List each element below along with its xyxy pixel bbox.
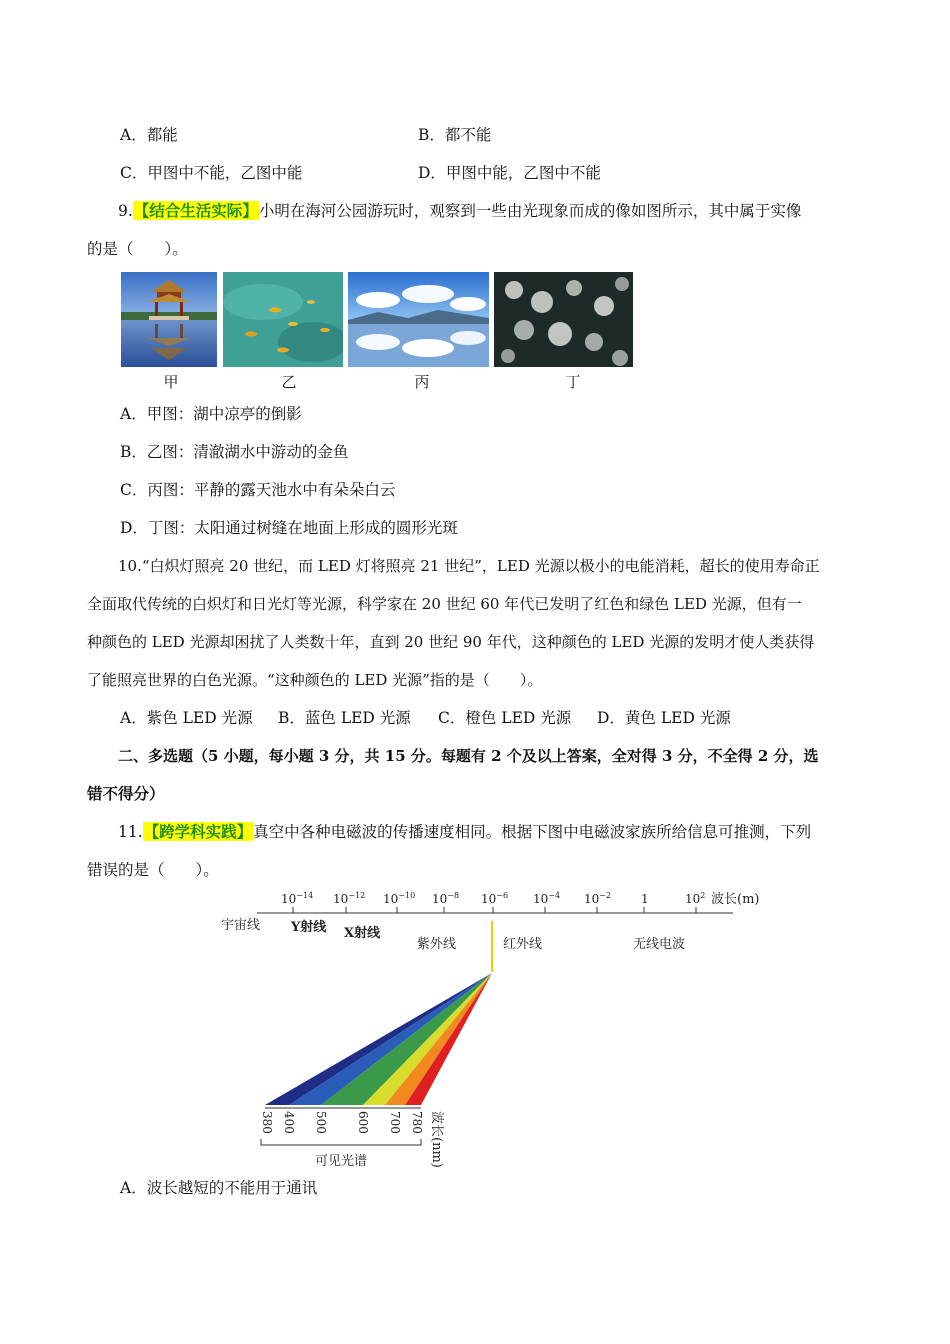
band-ultraviolet: 紫外线	[417, 937, 457, 952]
visible-spectrum-fan	[265, 973, 492, 1105]
tick-label-1e-8: $10^{-8}$	[432, 891, 460, 906]
q9-option-d: D．丁图：太阳通过树缝在地面上形成的圆形光斑	[120, 519, 458, 537]
q11-stem-line1: 真空中各种电磁波的传播速度相同。根据下图中电磁波家族所给信息可推测，下列	[253, 823, 812, 841]
q9-stem-line2: 的是（ ）。	[87, 240, 188, 258]
q11-stem	[118, 822, 811, 842]
q11-number: 11.	[118, 823, 143, 841]
q10-option-a: A．紫色 LED 光源	[120, 709, 253, 727]
q11-option-a: A．波长越短的不能用于通讯	[120, 1179, 318, 1197]
visible-spectrum-caption: 可见光谱	[315, 1154, 368, 1169]
caption-ding: 丁	[565, 373, 581, 391]
nm-unit-label: 波长(nm)	[429, 1111, 444, 1168]
nm-tick-600: 600	[356, 1111, 370, 1134]
q9-option-c: C．丙图：平静的露天池水中有朵朵白云	[120, 481, 396, 499]
photo-pavilion	[121, 272, 217, 367]
photo-goldfish	[223, 272, 343, 367]
band-x-rays: X射线	[344, 926, 381, 941]
tick-label-1e-14: $10^{-14}$	[281, 891, 314, 906]
nm-tick-380: 380	[260, 1111, 274, 1134]
photo-clouds	[348, 272, 489, 367]
nm-tick-700: 700	[388, 1111, 402, 1134]
q8-option-c: C．甲图中不能，乙图中能	[120, 164, 303, 182]
q10-line3: 种颜色的 LED 光源却困扰了人类数十年，直到 20 世纪 90 年代，这种颜色的 LED 光源的发明才使人类获得	[87, 633, 815, 651]
band-infrared: 红外线	[503, 937, 543, 952]
tick-label-1e-2: $10^{-2}$	[584, 891, 612, 906]
band-cosmic-rays: 宇宙线	[221, 918, 261, 933]
q8-option-a: A．都能	[120, 126, 178, 144]
tick-label-1e-12: $10^{-12}$	[333, 891, 366, 906]
nm-tick-400: 400	[282, 1111, 296, 1134]
section2-heading-line2: 错不得分）	[87, 784, 165, 803]
band-radio-waves: 无线电波	[633, 937, 686, 952]
q9-option-b: B．乙图：清澈湖水中游动的金鱼	[120, 443, 349, 461]
tick-label-1e-10: $10^{-10}$	[383, 891, 416, 906]
q11-stem-line2: 错误的是（ ）。	[87, 861, 219, 879]
q10-option-b: B．蓝色 LED 光源	[278, 709, 411, 727]
axis-ticks	[293, 907, 696, 913]
band-gamma-rays: Y射线	[291, 920, 327, 935]
q9-stem-line1: 小明在海河公园游玩时，观察到一些由光现象而成的像如图所示，其中属于实像	[258, 202, 802, 220]
caption-jia: 甲	[163, 373, 179, 391]
caption-bing: 丙	[414, 373, 430, 391]
q8-option-d: D．甲图中能，乙图中不能	[418, 164, 601, 182]
nm-tick-780: 780	[410, 1111, 424, 1134]
q9-stem	[118, 201, 801, 221]
axis-unit-label: 波长(m)	[711, 892, 760, 907]
tick-label-1: 1	[641, 892, 649, 906]
q10-line4: 了能照亮世界的白色光源。“这种颜色的 LED 光源”指的是（ ）。	[87, 671, 543, 689]
q11-tag: 【跨学科实践】	[143, 822, 253, 841]
visible-bracket	[261, 1139, 421, 1145]
q9-tag: 【结合生活实际】	[133, 201, 258, 220]
q8-option-b: B．都不能	[418, 126, 492, 144]
q10-option-c: C．橙色 LED 光源	[438, 709, 572, 727]
tick-label-1e-6: $10^{-6}$	[481, 891, 509, 906]
photo-light-spots	[494, 272, 633, 367]
tick-label-1e2: $10^2$	[685, 891, 706, 906]
q9-number: 9.	[118, 202, 133, 220]
caption-yi: 乙	[281, 373, 297, 391]
q10-line2: 全面取代传统的白炽灯和日光灯等光源，科学家在 20 世纪 60 年代已发明了红色和绿色 LED 光源，但有一	[87, 595, 802, 613]
q9-option-a: A．甲图：湖中凉亭的倒影	[120, 405, 302, 423]
em-spectrum-diagram	[215, 885, 775, 1170]
tick-label-1e-4: $10^{-4}$	[533, 891, 561, 906]
section2-heading-line1: 二、多选题（5 小题，每小题 3 分，共 15 分。每题有 2 个及以上答案，全对得 3 分，不全得 2 分，选	[118, 747, 819, 765]
q10-option-d: D．黄色 LED 光源	[597, 709, 731, 727]
q10-line1: 10.“白炽灯照亮 20 世纪，而 LED 灯将照亮 21 世纪”，LED 光源以极小的电能消耗，超长的使用寿命正	[118, 557, 820, 575]
nm-tick-500: 500	[314, 1111, 328, 1134]
